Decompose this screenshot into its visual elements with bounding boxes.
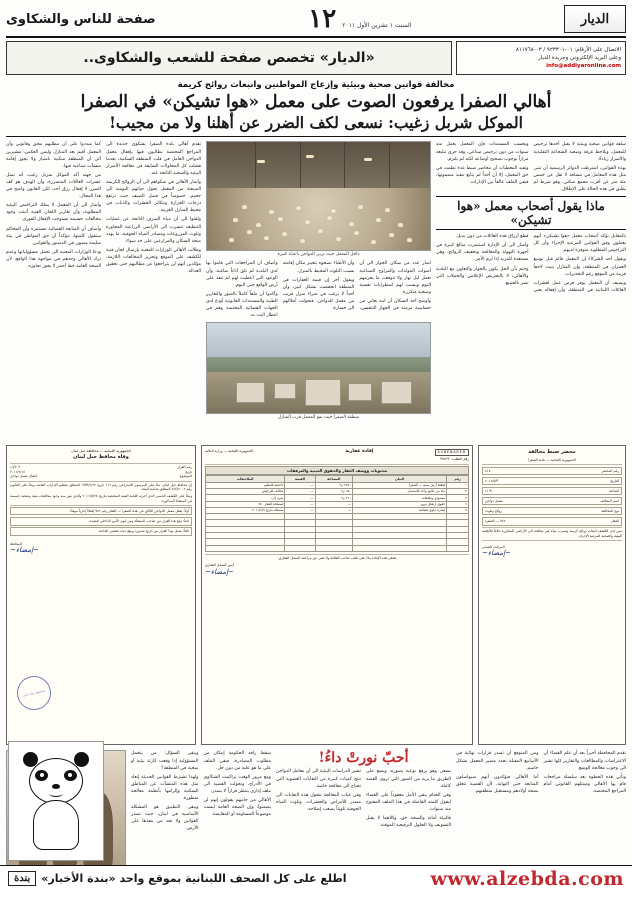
paragraph: وأضاف أن المراجعات التي قاموا بها لدى البلدية لم تلقَ آذاناً صاغية، وأن الوعود التي أعطيت لهم لم تنفذ على أرض الواقع حتى اليوم. bbox=[206, 261, 278, 288]
field-label: الموضوع bbox=[179, 474, 192, 479]
paragraph: سقط رافد الحكومة إمكان من مطلوب المصادرة، فبقي الملف على ما هو عليه من دون حل. bbox=[203, 751, 271, 771]
cell: مسجلة بتاريخ ٢٠١١/٤/٩ bbox=[206, 507, 285, 513]
doc-title: وفاة محافظ جبل لبنان bbox=[73, 454, 129, 461]
paragraph: وأشار الأهالي في شكواهم الى أن الروائح الكريمة المنبعثة من المعمل تحول حياتهم اليومية الى جحيم، خصوصاً في فصل الصيف حيث ترتفع درجات الحرارة وتتكاثر الحشرات والذباب في محيط المنازل القريبة. bbox=[106, 179, 201, 214]
field-value: ٢٠٣/أ.د bbox=[10, 465, 21, 470]
headline-main: أهالي الصفرا يرفعون الصوت على معمل «هوا تشيكن» في الصفرا bbox=[80, 92, 552, 112]
paragraph: ولهذا تشترط القوانين الحديثة إبعاد مثل هذه المنشآت عن المناطق السكنية وإلزامها بأنظمة معالجة متطورة. bbox=[131, 774, 199, 802]
doc-item: ثانياً: يبلغ هذا القرار من صاحب المنشأة ومن قوى الأمن الداخلي لتنفيذه. bbox=[10, 517, 192, 526]
paragraph: وفي غياب المعالجة تتحول هذه النفايات الى مصدر للأمراض والحشرات، وتلوث المياه الجوفية تلويثاً يصعب إصلاحه. bbox=[276, 792, 361, 812]
col-header: المساحة bbox=[315, 476, 352, 482]
bottom-red-title: أحبّ نورتْ داءُ! bbox=[318, 750, 409, 767]
issue-date: السبت ١ تشرين الأول ٢٠١١ bbox=[342, 22, 412, 29]
doc-item: أولاً: يقفل معمل الدواجن الكائن في بلدة الصفرا — العقار رقم ٧٤٢ إقفالاً إدارياً موقتاً. bbox=[10, 507, 192, 516]
contact-phones: الاتصال على الأرقام: ٠١-٩٢٣٣٠١ / ٠٣-٨١١٧٦٨ bbox=[515, 46, 621, 53]
paragraph: من جهته أكد الموكل شربل زغيب أنه يمثل عشرات العائلات المتضررة، وأن الهدف هو كف الضرر لا إقفال رزق أحد، لكن القانون واضح في هذا المجال. bbox=[6, 172, 101, 200]
panda-mascot-icon bbox=[8, 741, 104, 861]
paragraph: ودعا الوزارات المعنية الى تحمل مسؤولياتها وعدم ترك الأهالي وحدهم في مواجهة هذا الواقع، لأن الصحة العامة خط أحمر لا يجوز تجاوزه. bbox=[6, 249, 101, 270]
doc-field bbox=[482, 487, 622, 496]
field-value: معمل دواجن bbox=[485, 498, 503, 503]
field-value: روائح وتلوث bbox=[485, 508, 503, 513]
paragraph: ويبقى السؤال: من يتحمل المسؤولية إذا وقعت كارثة بيئية أو صحية في المنطقة؟ bbox=[131, 751, 199, 771]
col-header: البيان bbox=[353, 476, 447, 482]
doc-field bbox=[482, 497, 622, 506]
doc-header-left bbox=[435, 449, 469, 462]
barn-beam bbox=[300, 142, 301, 190]
ref-label: رقم الطلب bbox=[452, 457, 469, 462]
doc-title: محضر ضبط مخالفة bbox=[528, 449, 576, 456]
website-url[interactable] bbox=[430, 868, 624, 890]
section-title: صفحة للناس والشكاوى bbox=[6, 11, 156, 27]
doc-org: الجمهورية اللبنانية — بلدية الصفرا bbox=[528, 458, 576, 463]
contact-box bbox=[456, 41, 626, 75]
article-column-center bbox=[206, 141, 431, 441]
paragraph: ويضيف أن المعمل يوفر فرص عمل لعشرات العائلات اللبنانية في المنطقة، وأن إقفاله يعني قطع أرزاق هذه العائلات من دون بديل. bbox=[455, 234, 626, 293]
masthead-center bbox=[308, 4, 411, 34]
cell: بناء من طابق واحد للاستثمار bbox=[353, 488, 447, 494]
field-value: ١١:٣٠ bbox=[485, 488, 494, 493]
doc-ref: رقم الطلب: ٣٧٤٢٢ bbox=[440, 457, 469, 462]
document-property-record bbox=[201, 445, 473, 745]
newspaper-logo: الديار bbox=[564, 5, 626, 33]
barn-floor bbox=[207, 188, 430, 251]
paragraph: يسعى وهو يرفع نوعية يصوره، ويضع على الطريق ما يريد من الصور التي تروي القصة كاملة. bbox=[366, 769, 451, 789]
paragraph: تشير الدراسات البيئية الى أن معامل الدواجن تنتج كميات كبيرة من النفايات العضوية التي تحتاج الى معالجة خاصة. bbox=[276, 769, 361, 789]
photo-caption-barn: داخل المعمل حيث تربى الدواجن بأعداد كبيرة bbox=[277, 252, 360, 258]
doc-title: إفادة عقارية bbox=[345, 449, 374, 455]
signature-label: المراقب الصحي bbox=[482, 544, 505, 549]
barn-beam bbox=[389, 142, 390, 190]
cell: حقوق ارتفاق مرور bbox=[353, 501, 447, 507]
cell: مستودع وملحقاته bbox=[353, 495, 447, 501]
barn-lamp bbox=[257, 160, 265, 163]
paragraph: كما شددوا على أن مطلبهم محق وقانوني وأن المعمل أقيم بعد المنازل وليس العكس، مشيرين الى أن المنطقة سكنية بامتياز ولا يجوز إقامة منشآت صناعية فيها. bbox=[6, 142, 101, 169]
cell: — bbox=[315, 501, 352, 507]
paragraph: وأشار الى أن المعمل لا يملك التراخيص البيئية المطلوبة، وأن تقارير اللجان الفنية أثبتت وجود مخالفات جسيمة تستوجب الإقفال الفوري. bbox=[6, 203, 101, 223]
cell: ٣١٠ م٢ bbox=[315, 495, 352, 501]
official-stamp: محافظة جبل لبنان bbox=[14, 673, 54, 713]
paragraph: ولفتوا الى أن مياه الصرف الناتجة عن عمليات التنظيف تتسرب الى الأراضي الزراعية المجاورة وتلوث المزروعات ومصادر المياه الجوفية، ما يهدد صحة السكان والمزارعين على حد سواء. bbox=[106, 217, 201, 244]
cell: — bbox=[315, 507, 352, 513]
paragraph: وتفيد المعطيات أن محاضر ضبط عدة نظمت في حق المعمل، إلا أن أحداً لم يتابع تنفيذ مضمونها، فبقي الملف عالقاً بين الإدارات. bbox=[436, 165, 529, 185]
photo-town-view bbox=[206, 322, 431, 414]
field-value: ٤١٧ bbox=[485, 468, 491, 473]
paragraph: أما الأهالي فيؤكدون أنهم سيواصلون المتابعة حتى النهاية، لأن القضية تتعلق بصحة أولادهم ومستقبل منطقتهم. bbox=[456, 774, 539, 794]
cell: خاضعة للتنظيم bbox=[206, 482, 285, 488]
col-header: القيمة bbox=[285, 476, 315, 482]
cell: ٢٤٥٠ م٢ bbox=[315, 482, 352, 488]
field-label: العقار bbox=[611, 518, 619, 523]
sub-headline: ماذا يقول أصحاب معمل «هوا تشيكن» bbox=[436, 196, 626, 230]
cell: — bbox=[285, 501, 315, 507]
article-text-right-top bbox=[436, 141, 626, 193]
doc-footer-note: تعطى هذه الإفادة بناءً على طلب صاحب العلاقة ولا تغني عن مراجعة السجل العقاري. bbox=[277, 555, 397, 560]
paragraph: وأشار الى أن الإدارة استثمرت مبالغ كبيرة في أجهزة التهوئة والمعالجة وتخفيف الروائح، وهي مستعدة للمزيد إذا لزم الأمر. bbox=[436, 243, 529, 263]
doc-field bbox=[482, 507, 622, 516]
paragraph: وأضاف أن المتابعة القضائية مستمرة وأن المحاكم ستقول كلمتها، مؤكداً أن حق المواطن في بيئة سليمة مصون في الدستور والقوانين. bbox=[6, 226, 101, 246]
field-label: تاريخ bbox=[185, 469, 192, 474]
headline-block bbox=[6, 80, 626, 137]
doc-field bbox=[10, 474, 192, 479]
article-column-right bbox=[436, 141, 626, 441]
cell: ١ bbox=[447, 482, 469, 488]
doc-note: تبين لدى الكشف انبعاث روائح كريمة وتسرب مياه غير معالجة الى الأراضي المجاورة خلافاً للأنظمة البيئية والصحية المرعية الإجراء. bbox=[482, 529, 622, 538]
document-governor-decision bbox=[6, 445, 196, 745]
barn-beam bbox=[344, 142, 345, 190]
paragraph: ومع مرور الوقت تراكمت الشكاوى في الأدراج، وتحولت القضية الى ملف إداري ينتظر قراراً لا يصدر. bbox=[203, 774, 271, 794]
cell: ٢ bbox=[447, 488, 469, 494]
paragraph: ويقول آخر إن قيمة العقارات في المنطقة انخفضت بشكل كبير، وأن أحداً لا يرغب في شراء منزل قريب من معمل للدواجن، فتحولت أملاكهم الى خسارة. bbox=[282, 277, 355, 312]
contact-note: وعلى البريد الإلكتروني وجريدة الديار bbox=[538, 54, 621, 61]
cell: ٦٨٠ م٢ bbox=[315, 488, 352, 494]
paragraph: تقدم أهالي بلدة الصفرا بشكوى جديدة الى المراجع المختصة يطالبون فيها بإقفال معمل الدواجن العامل في قلب المنطقة السكنية، بعدما فشلت كل المحاولات السابقة في معالجة الأضرار البيئية والصحية الناتجة عنه. bbox=[106, 142, 201, 176]
doc-field bbox=[482, 477, 622, 486]
masthead-logo-group bbox=[564, 5, 626, 33]
doc-field bbox=[482, 467, 622, 476]
article-column-left bbox=[6, 141, 201, 441]
cell: ٥ bbox=[447, 507, 469, 513]
doc-field bbox=[482, 517, 622, 526]
paragraph: ويقول أحد الشركاء إن المعمل قائم قبل توسع العمران في المنطقة، وإن المنازل بنيت لاحقاً قريبة من الموقع رغم التحذيرات. bbox=[533, 257, 626, 277]
signature-mark: ~إمضاء~ bbox=[10, 546, 39, 555]
signature-label: المحافظ bbox=[10, 541, 22, 546]
barn-roof bbox=[207, 142, 430, 190]
main-content bbox=[6, 141, 626, 441]
footer-tagline: اطلع على كل الصحف اللبنانية بموقع واحد «بندة الأخبار» bbox=[41, 872, 347, 885]
cell: ٤ bbox=[447, 501, 469, 507]
photo-chicken-barn bbox=[206, 141, 431, 251]
headline-secondary: الموكل شربل زغيب: نسعى لكف الضرر عن أهلنا ولا من مجيب! bbox=[6, 113, 626, 137]
paragraph: وطالب الأهالي الوزارات المعنية بإرسال لجان فنية للكشف على الموقع وتحرير المخالفات اللازمة، مؤكدين أنهم لن يتراجعوا عن مطالبهم حتى تحقيق العدالة. bbox=[106, 247, 201, 275]
barn-lamp bbox=[364, 158, 372, 161]
page-footer bbox=[0, 865, 632, 891]
doc-item: ثالثاً: يعمل بهذا القرار من تاريخ صدوره ويبلغ حيث تقتضي الحاجة. bbox=[10, 527, 192, 536]
paragraph: سلفة قوانين صحية وبيئية لا يقبل أحدها ترخيص للمعمل، ويلاحظ غرفة وضعية الشجاعة التقليدية والأضرار زيادةً. bbox=[533, 142, 626, 162]
table-title: محتويات ووصف العقار والحقوق العينية والمرفقات bbox=[205, 466, 469, 475]
field-value: إقفال معمل دواجن bbox=[10, 474, 37, 479]
photo-caption-town: منطقة الصفرا حيث يقع المعمل قرب المنازل bbox=[277, 415, 360, 421]
barcode-label: A4BENAREB bbox=[435, 449, 469, 456]
document-violation-report bbox=[478, 445, 626, 745]
field-label: نوع المخالفة bbox=[601, 508, 619, 513]
signature-label: أمين السجل العقاري bbox=[205, 563, 234, 568]
paragraph: ومن المتوقع أن تصدر قرارات نهائية في الأسابيع المقبلة تحدد مصير المعمل بشكل حاسم. bbox=[456, 751, 539, 771]
cell: إشارة دعوى قضائية bbox=[353, 507, 447, 513]
article-text-right-bottom bbox=[436, 233, 626, 294]
contact-strip bbox=[6, 41, 626, 75]
bottom-text-left bbox=[131, 750, 271, 832]
paragraph: الأهالي من جانبهم يقولون إنهم لن يصمتوا، وإن الصحة العامة ليست موضوعاً للمساومة أو المقايضة. bbox=[203, 798, 271, 818]
cell: قطعة أرض مبنية — الصفرا bbox=[353, 482, 447, 488]
paragraph: تقدم المحافظة أخيراً بعد أن علم القضاء أن الاعتراضات والمطالعات والتقارير كلها تشير الى وجوب معالجة الوضع. bbox=[543, 751, 626, 771]
cell: بدون إذن bbox=[206, 495, 285, 501]
barn-beam bbox=[255, 142, 256, 190]
article-text-center bbox=[206, 260, 431, 319]
field-label: رقم المحضر bbox=[601, 468, 619, 473]
doc-org: الجمهورية اللبنانية — وزارة المالية bbox=[205, 449, 253, 454]
paragraph: ويبقى التطبيق هو المشكلة الأساسية في لبنان، حيث تصدر القوانين ولا تجد من ينفذها على الأرض. bbox=[131, 805, 199, 832]
doc-paragraph: إن محافظ جبل لبنان، بناءً على المرسوم الاشتراعي رقم ١١٦ تاريخ ١٩٥٩/٦/١٢ المتعلق بتنظيم الإدارات العامة، وبناءً على القانون رقم ٤٤٤/٢٠٠٢ المتعلق بحماية البيئة. bbox=[10, 482, 192, 492]
footer-logo: بندة bbox=[8, 871, 36, 886]
barn-lamp bbox=[306, 155, 314, 158]
contact-email: info@addiyaronline.com bbox=[546, 63, 621, 70]
footer-right-group bbox=[8, 871, 347, 886]
field-value: ٢٠١١/٥/٣ bbox=[485, 478, 499, 483]
doc-paragraph: وبناءً على الكشف الحسي الذي أجرته اللجنة الفنية المختصة بتاريخ ٢٠١١/٥/٢٨ والذي تبين منه وجود مخالفات بيئية وصحية جسيمة في المنشأة المذكورة. bbox=[10, 493, 192, 503]
paragraph: وأوضح أحد السكان أن ابنه يعاني من حساسية مزمنة في الجهاز التنفسي، وأن الأطباء نصحوه بتغيير مكان إقامته بسبب التلوث المحيط بالمنزل. bbox=[282, 261, 431, 312]
paragraph: اشار عدد من سكان الجوار الى أن أصوات المولدات والمراوح الصناعية تعمل ليل نهار ولا تتوقف، ما يحرمهم النوم ويسبب لهم اضطرابات نفسية وصحية متكررة. bbox=[359, 261, 431, 295]
paragraph: فالبيئة أمانة والصحة حق، وكلاهما لا يقبل التسويف ولا الحلول الترقيعية الموقتة. bbox=[366, 816, 451, 829]
paragraph: بالمقابل يؤكد أصحاب معمل «هوا تشيكن» أنهم يعملون وفق القوانين المرعية الإجراء وأن كل التراخيص المطلوبة متوفرة لديهم. bbox=[533, 234, 626, 254]
doc-org: الجمهورية اللبنانية — محافظة جبل لبنان bbox=[71, 449, 131, 454]
field-label: اسم المخالف bbox=[600, 498, 619, 503]
cell: — bbox=[285, 482, 315, 488]
ref-value: ٣٧٤٢٢ bbox=[440, 457, 450, 462]
field-label: التاريخ bbox=[610, 478, 619, 483]
cell: لمصلحة العقار ٧٤٠ bbox=[206, 501, 285, 507]
headline-kicker: مخالفة قوانين صحية وبيئية وإزعاج المواطنين وانبعاث روائح كريمة bbox=[177, 80, 455, 90]
cell: — bbox=[285, 507, 315, 513]
website-url-text: www.alzebda.com bbox=[430, 867, 624, 890]
col-header: الملاحظات bbox=[206, 476, 285, 482]
property-table bbox=[205, 475, 469, 552]
cell: — bbox=[285, 495, 315, 501]
masthead bbox=[6, 4, 626, 38]
field-label: رقم القرار bbox=[177, 465, 192, 470]
bottom-text-right bbox=[456, 750, 626, 797]
signature-mark: ~إمضاء~ bbox=[482, 549, 511, 558]
field-value: ٧٤٢ — الصفرا bbox=[485, 518, 506, 523]
cell: — bbox=[285, 488, 315, 494]
table-row bbox=[206, 545, 469, 551]
col-header: رقم bbox=[447, 476, 469, 482]
paragraph: وأكدوا أن ملفاً كاملاً بالصور والتقارير الطبية والمستندات القانونية أودع لدى الجهات القضائية المختصة وهم في انتظار البت به. bbox=[206, 291, 278, 319]
article-text-left bbox=[6, 141, 201, 275]
paragraph: وتأتي هذه الخطوة بعد سلسلة مراجعات قام بها الأهالي وممثلهم القانوني أمام المراجع المختصة. bbox=[543, 774, 626, 794]
cell: مخالف للترخيص bbox=[206, 488, 285, 494]
paragraph: وختم بأن الحل يكون بالحوار والتعاون مع البلدية والأهالي، لا بالتحريض الإعلامي والحملات التي تضر بالجميع. bbox=[436, 266, 529, 286]
bottom-text-center bbox=[276, 768, 451, 829]
paragraph: وفي الختام يبقى الأمل معقوداً على القضاء ليقول كلمته الفاصلة في هذا الملف المفتوح منذ سنوات. bbox=[366, 792, 451, 812]
cell: ٣ bbox=[447, 495, 469, 501]
documents-row bbox=[6, 445, 626, 745]
field-value: ٢٠١١/٦/١٤ bbox=[10, 469, 26, 474]
signature-mark: ~إمضاء~ bbox=[205, 567, 234, 576]
mascot-wrapper bbox=[8, 741, 104, 861]
section-banner: «الديار» تخصص صفحة للشعب والشكاوى.. bbox=[6, 41, 452, 75]
field-label: الساعة bbox=[609, 488, 619, 493]
paragraph: بهذه القوانين، اشترطت الدوائر الرسمية أن تبنى مثل هذه المعامل في مسافة لا تقل عن خمس مئة متر عن أقرب مجمع سكني، وهو شرط لم يطبق في هذه الحالة على الإطلاق. bbox=[533, 165, 626, 193]
page-number: ١٢ bbox=[308, 4, 337, 34]
paragraph: وبحسب المستندات فإن المعمل يعمل منذ سنوات من دون ترخيص صناعي، وقد جرى تبليغه مراراً بوجوب تصحيح أوضاعه لكنه لم يلتزم. bbox=[436, 142, 529, 162]
